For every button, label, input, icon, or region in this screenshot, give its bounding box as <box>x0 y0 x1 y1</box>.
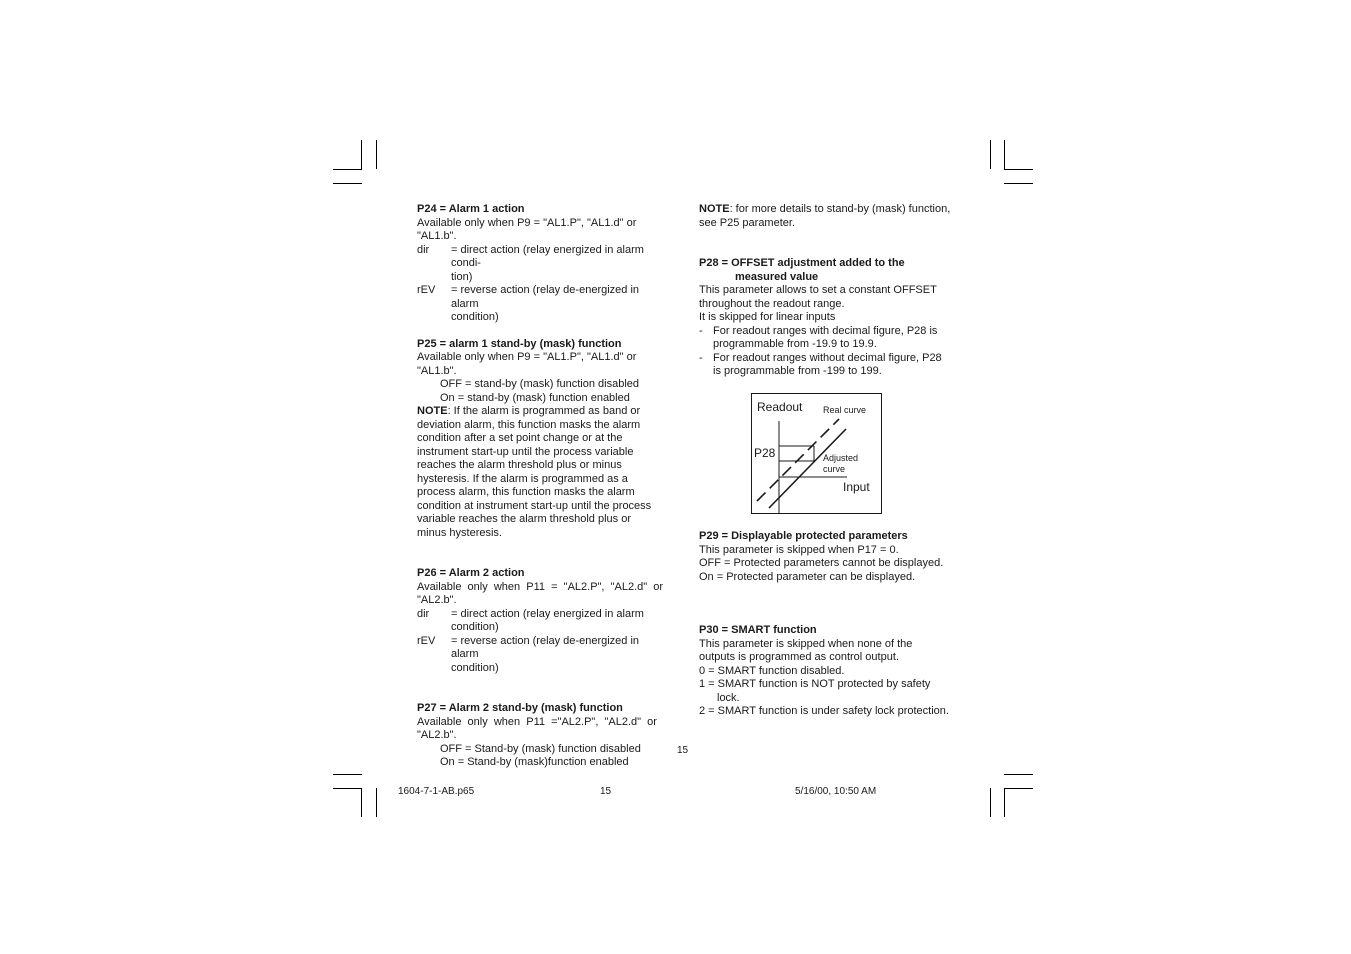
right-column-lower <box>699 530 953 719</box>
option-key: rEV <box>417 284 436 296</box>
crop-mark <box>376 140 377 169</box>
option-row <box>417 608 669 622</box>
option-line: OFF = stand-by (mask) function disabled <box>440 378 639 390</box>
text-line: This parameter is skipped when P17 = 0. <box>699 543 899 556</box>
bullet-text: For readout ranges with decimal figure, P28 is <box>713 324 938 337</box>
bullet-item <box>699 352 951 366</box>
note-line: variable reaches the alarm threshold plus or <box>417 513 632 525</box>
crop-mark <box>333 169 362 170</box>
diagram-label-p28: P28 <box>754 446 776 460</box>
diagram-label-readout: Readout <box>757 400 803 414</box>
crop-mark <box>1004 788 1005 817</box>
crop-mark <box>333 183 362 184</box>
note-line: minus hysteresis. <box>417 526 502 539</box>
right-column <box>699 203 951 379</box>
note-line: condition at instrument start-up until the process <box>417 499 652 512</box>
text-line: Available only when P11 = "AL2.P", "AL2.d" or <box>417 580 664 593</box>
text-line: Available only when P9 = "AL1.P", "AL1.d" or <box>417 351 637 363</box>
option-value: = direct action (relay energized in alarm condi- <box>451 243 644 269</box>
section-p24 <box>417 203 669 325</box>
bullet-dash: - <box>699 351 703 364</box>
option-key: dir <box>417 607 430 620</box>
crop-mark <box>361 788 362 817</box>
text-line-cont: lock. <box>717 691 740 704</box>
text-line: "AL1.b". <box>417 230 457 242</box>
text-line: It is skipped for linear inputs <box>699 311 836 323</box>
diagram-label-adjusted: Adjusted <box>823 453 859 463</box>
bullet-text-cont: programmable from -19.9 to 19.9. <box>713 338 877 350</box>
crop-mark <box>1004 140 1005 169</box>
bullet-item <box>699 325 951 339</box>
diagram-label-real-curve: Real curve <box>823 405 867 415</box>
section-title: P25 = alarm 1 stand-by (mask) function <box>417 337 622 350</box>
bullet-text-cont: is programmable from -199 to 199. <box>713 365 882 377</box>
note-line: deviation alarm, this function masks the alarm <box>417 418 641 431</box>
footer-date: 5/16/00, 10:50 AM <box>795 786 877 797</box>
text-line: throughout the readout range. <box>699 297 845 310</box>
text-line: "AL2.b". <box>417 594 457 606</box>
section-p30 <box>699 624 953 719</box>
note-line: process alarm, this function masks the alarm <box>417 486 635 498</box>
note-label: NOTE <box>699 203 730 215</box>
text-line: Available only when P11 ="AL2.P", "AL2.d" or <box>417 715 657 728</box>
section-title: P28 = OFFSET adjustment added to the <box>699 257 905 269</box>
text-line: outputs is programmed as control output. <box>699 651 899 663</box>
section-title: P24 = Alarm 1 action <box>417 203 525 215</box>
crop-mark <box>376 788 377 817</box>
section-p25 <box>417 338 669 541</box>
footer-filename: 1604-7-1-AB.p65 <box>398 786 475 797</box>
left-column <box>417 203 669 770</box>
section-title-cont: measured value <box>735 270 819 283</box>
option-value: = direct action (relay energized in alarm <box>451 607 644 620</box>
note-label: NOTE <box>417 405 448 417</box>
option-value-cont: condition) <box>451 621 499 633</box>
crop-mark <box>1004 169 1033 170</box>
text-line: 0 = SMART function disabled. <box>699 664 845 677</box>
page-number: 15 <box>677 745 689 756</box>
note-paragraph <box>417 405 669 540</box>
option-row <box>417 244 669 271</box>
bullet-dash: - <box>699 324 703 337</box>
option-value: = reverse action (relay de-energized in alarm <box>451 634 640 660</box>
text-line: "AL2.b". <box>417 729 457 741</box>
section-p29 <box>699 530 953 584</box>
option-line: OFF = Stand-by (mask) function disabled <box>440 742 641 755</box>
note-line: see P25 parameter. <box>699 216 796 229</box>
diagram-label-input: Input <box>843 480 870 494</box>
section-p28 <box>699 257 951 379</box>
text-line: This parameter allows to set a constant OFFSET <box>699 284 937 296</box>
text-line: OFF = Protected parameters cannot be displayed. <box>699 557 944 569</box>
option-line: On = Stand-by (mask)function enabled <box>440 756 629 768</box>
crop-mark <box>990 788 991 817</box>
text-line: "AL1.b". <box>417 364 457 377</box>
note-top <box>699 203 951 230</box>
note-line: condition after a set point change or at the <box>417 432 623 444</box>
option-key: rEV <box>417 634 436 647</box>
option-row <box>417 284 669 311</box>
section-title: P26 = Alarm 2 action <box>417 567 525 579</box>
offset-diagram-svg <box>751 393 882 514</box>
text-line: This parameter is skipped when none of the <box>699 637 913 650</box>
option-value-cont: condition) <box>451 661 499 674</box>
bullet-text: For readout ranges without decimal figure, P28 <box>713 351 942 364</box>
crop-mark <box>333 774 362 775</box>
option-value-cont: tion) <box>451 270 473 283</box>
crop-mark <box>361 140 362 169</box>
crop-mark <box>1004 774 1033 775</box>
note-line: : for more details to stand-by (mask) function, <box>729 203 951 215</box>
section-p26 <box>417 567 669 675</box>
offset-diagram <box>751 393 882 514</box>
note-line: instrument start-up until the process variable <box>417 445 634 458</box>
crop-mark <box>990 140 991 169</box>
option-line: On = stand-by (mask) function enabled <box>440 391 630 404</box>
text-line: 1 = SMART function is NOT protected by safety <box>699 678 931 690</box>
section-p27 <box>417 702 669 770</box>
section-title: P29 = Displayable protected parameters <box>699 530 908 542</box>
note-line: reaches the alarm threshold plus or minus <box>417 459 622 471</box>
note-line: : If the alarm is programmed as band or <box>447 405 641 417</box>
crop-mark <box>1004 788 1033 789</box>
crop-mark <box>1004 183 1033 184</box>
text-line: On = Protected parameter can be displayed. <box>699 570 916 583</box>
text-line: 2 = SMART function is under safety lock protection. <box>699 705 949 717</box>
option-value-cont: condition) <box>451 311 499 323</box>
note-line: hysteresis. If the alarm is programmed as a <box>417 472 628 485</box>
crop-mark <box>333 788 362 789</box>
section-title: P27 = Alarm 2 stand-by (mask) function <box>417 702 623 714</box>
section-title: P30 = SMART function <box>699 624 817 636</box>
diagram-label-curve: curve <box>823 464 846 474</box>
option-value: = reverse action (relay de-energized in alarm <box>451 284 640 310</box>
footer-page: 15 <box>600 786 612 797</box>
text-line: Available only when P9 = "AL1.P", "AL1.d" or <box>417 216 637 229</box>
option-key: dir <box>417 243 430 256</box>
option-row <box>417 635 669 662</box>
